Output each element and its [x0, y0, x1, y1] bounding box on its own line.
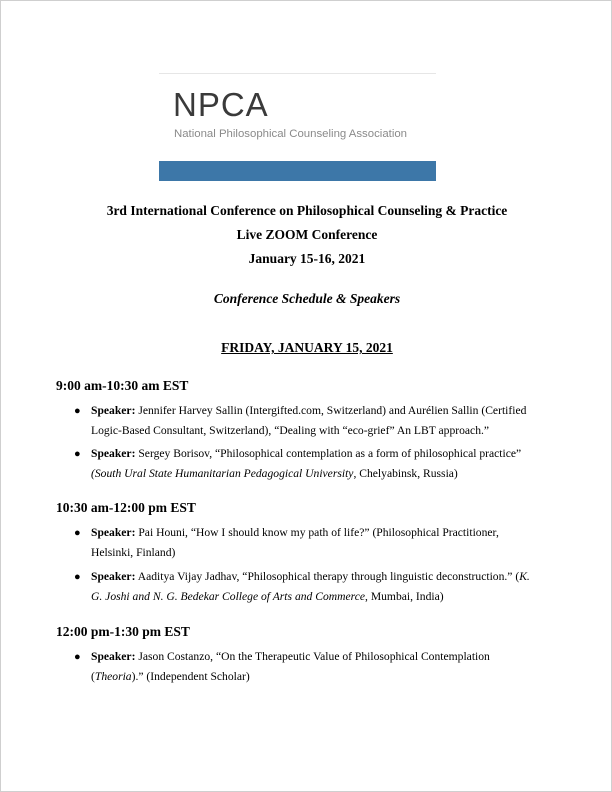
slot-time: 9:00 am-10:30 am EST: [56, 378, 189, 393]
speaker-line: [91, 401, 571, 421]
speaker-line: [91, 523, 571, 543]
speaker-item: [74, 444, 571, 484]
logo-blue-bar: [159, 161, 436, 181]
speaker-location: , Mumbai, India): [365, 590, 444, 603]
conference-format: Live ZOOM Conference: [236, 227, 378, 242]
slot-time: 12:00 pm-1:30 pm EST: [56, 624, 190, 639]
speaker-item: [74, 401, 571, 441]
speaker-line: [91, 444, 571, 464]
speaker-paren: (: [91, 670, 95, 683]
schedule-subtitle: Conference Schedule & Speakers: [213, 291, 401, 306]
speaker-line: [91, 667, 571, 687]
conference-dates: January 15-16, 2021: [248, 251, 366, 266]
speaker-text: Jason Costanzo, “On the Therapeutic Value of Philosophical Contemplation: [135, 650, 490, 663]
speaker-text: Jennifer Harvey Sallin (Intergifted.com, Switzerland) and Aurélien Sallin (Certified: [135, 404, 527, 417]
speaker-label: Speaker:: [91, 404, 136, 417]
speaker-label: Speaker:: [91, 650, 136, 663]
logo-top-rule: [159, 73, 436, 74]
bullet-icon: ●: [74, 571, 81, 583]
day-heading: FRIDAY, JANUARY 15, 2021: [221, 340, 393, 355]
speaker-text: Pai Houni, “How I should know my path of life?” (Philosophical Practitioner,: [135, 526, 499, 539]
speaker-label: Speaker:: [91, 570, 136, 583]
conference-title: 3rd International Conference on Philosophical Counseling & Practice: [106, 203, 508, 218]
speaker-line: [91, 647, 571, 667]
slot-time: 10:30 am-12:00 pm EST: [56, 500, 196, 515]
speaker-label: Speaker:: [91, 526, 136, 539]
speaker-line: Helsinki, Finland): [91, 546, 176, 559]
logo-fullname: National Philosophical Counseling Association: [174, 128, 408, 140]
speaker-line: [91, 464, 571, 484]
speaker-line: [91, 587, 571, 607]
speaker-line: Logic-Based Consultant, Switzerland), “Dealing with “eco-grief” An LBT approach.”: [91, 424, 490, 437]
speaker-label: Speaker:: [91, 447, 136, 460]
speaker-affiliation: ).” (Independent Scholar): [131, 670, 250, 683]
speaker-affiliation: (South Ural State Humanitarian Pedagogical University: [91, 467, 354, 480]
bullet-icon: ●: [74, 527, 81, 539]
speaker-item: [74, 523, 571, 563]
logo-acronym: NPCA: [173, 86, 269, 123]
speaker-item: [74, 567, 571, 607]
speaker-affiliation: G. Joshi and N. G. Bedekar College of Arts and Commerce: [91, 590, 366, 603]
npca-logo: [159, 73, 436, 181]
bullet-icon: ●: [74, 405, 81, 417]
speaker-item: [74, 647, 571, 687]
speaker-location: , Chelyabinsk, Russia): [353, 467, 458, 480]
speaker-text: Aaditya Vijay Jadhav, “Philosophical therapy through linguistic deconstruction.” (: [135, 570, 520, 583]
bullet-icon: ●: [74, 651, 81, 663]
speaker-affiliation-start: K.: [519, 570, 530, 583]
speaker-term: Theoria: [94, 670, 132, 683]
speaker-line: [91, 567, 571, 587]
speaker-text: Sergey Borisov, “Philosophical contemplation as a form of philosophical practice”: [135, 447, 522, 460]
bullet-icon: ●: [74, 448, 81, 460]
